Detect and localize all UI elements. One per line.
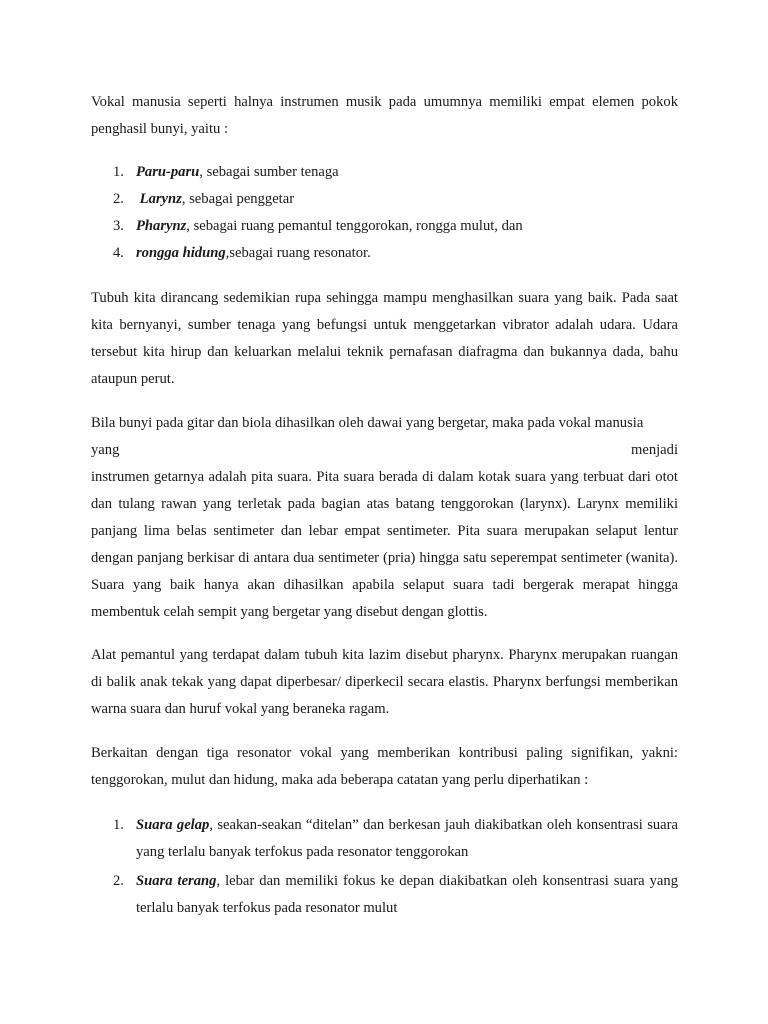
list-item (91, 240, 678, 267)
paragraph-line (91, 437, 678, 464)
paragraph-resonators: Berkaitan dengan tiga resonator vokal yang memberikan kontribusi paling signifikan, yakni: tenggorokan, mulut dan hidung, maka ada beberapa catatan yang perlu diperhatikan : (91, 745, 678, 788)
list-text: , seakan-seakan “ditelan” dan berkesan jauh diakibatkan oleh konsentrasi suara yang terlalu banyak terfokus pada resonator tenggorokan (136, 817, 678, 860)
list-item (91, 812, 678, 866)
list-text: , sebagai sumber tenaga (199, 164, 339, 180)
paragraph-intro: Vokal manusia seperti halnya instrumen musik pada umumnya memiliki empat elemen pokok penghasil bunyi, yaitu : (91, 94, 678, 137)
list-term: rongga hidung (136, 245, 226, 261)
list-item (91, 868, 678, 922)
list-number: 1. (113, 164, 124, 180)
list-term: Paru-paru (136, 164, 200, 180)
paragraph-vocal-cords (91, 410, 678, 626)
list-resonator-notes (91, 812, 678, 924)
list-text: ,sebagai ruang resonator. (225, 245, 371, 261)
list-text: , sebagai ruang pemantul tenggorokan, rongga mulut, dan (186, 218, 523, 234)
list-term: Larynz (139, 191, 182, 207)
list-number: 2. (113, 873, 124, 889)
list-number: 3. (113, 218, 124, 234)
list-item (91, 159, 678, 186)
list-number: 4. (113, 245, 124, 261)
list-term: Pharynz (136, 218, 187, 234)
word: yang (91, 442, 120, 458)
list-term: Suara gelap (136, 817, 210, 833)
list-text: , lebar dan memiliki fokus ke depan diakibatkan oleh konsentrasi suara yang terlalu banyak terfokus pada resonator mulut (136, 873, 678, 916)
list-number: 2. (113, 191, 124, 207)
paragraph-pharynx: Alat pemantul yang terdapat dalam tubuh kita lazim disebut pharynx. Pharynx merupakan ruangan di balik anak tekak yang dapat diperbesar/ diperkecil secara elastis. Pharynx berfungsi memberikan warna suara dan huruf vokal yang beraneka ragam. (91, 647, 678, 717)
list-item (91, 213, 678, 240)
paragraph-line: Bila bunyi pada gitar dan biola dihasilkan oleh dawai yang bergetar, maka pada vokal manusia (91, 415, 644, 431)
paragraph-text: instrumen getarnya adalah pita suara. Pita suara berada di dalam kotak suara yang terbuat dari otot dan tulang rawan yang terletak pada bagian atas batang tenggorokan (larynx). Larynx memiliki panjang lima belas sentimeter dan lebar empat sentimeter. Pita suara merupakan selaput lentur dengan panjang berkisar di antara dua sentimeter (pria) hingga satu seperempat sentimeter (wanita). Suara yang baik hanya akan dihasilkan apabila selaput suara tadi bergerak merapat hingga membentuk celah sempit yang bergetar yang disebut dengan glottis. (91, 469, 678, 620)
word: menjadi (630, 442, 678, 458)
paragraph-body-voice: Tubuh kita dirancang sedemikian rupa sehingga mampu menghasilkan suara yang baik. Pada saat kita bernyanyi, sumber tenaga yang befungsi untuk menggetarkan vibrator adalah udara. Udara tersebut kita hirup dan keluarkan melalui teknik pernafasan diafragma dan bukannya dada, bahu ataupun perut. (91, 290, 678, 387)
list-number: 1. (113, 817, 124, 833)
list-item (91, 186, 678, 213)
list-term: Suara terang (136, 873, 217, 889)
list-text: , sebagai penggetar (181, 191, 295, 207)
list-vocal-elements (91, 159, 678, 267)
